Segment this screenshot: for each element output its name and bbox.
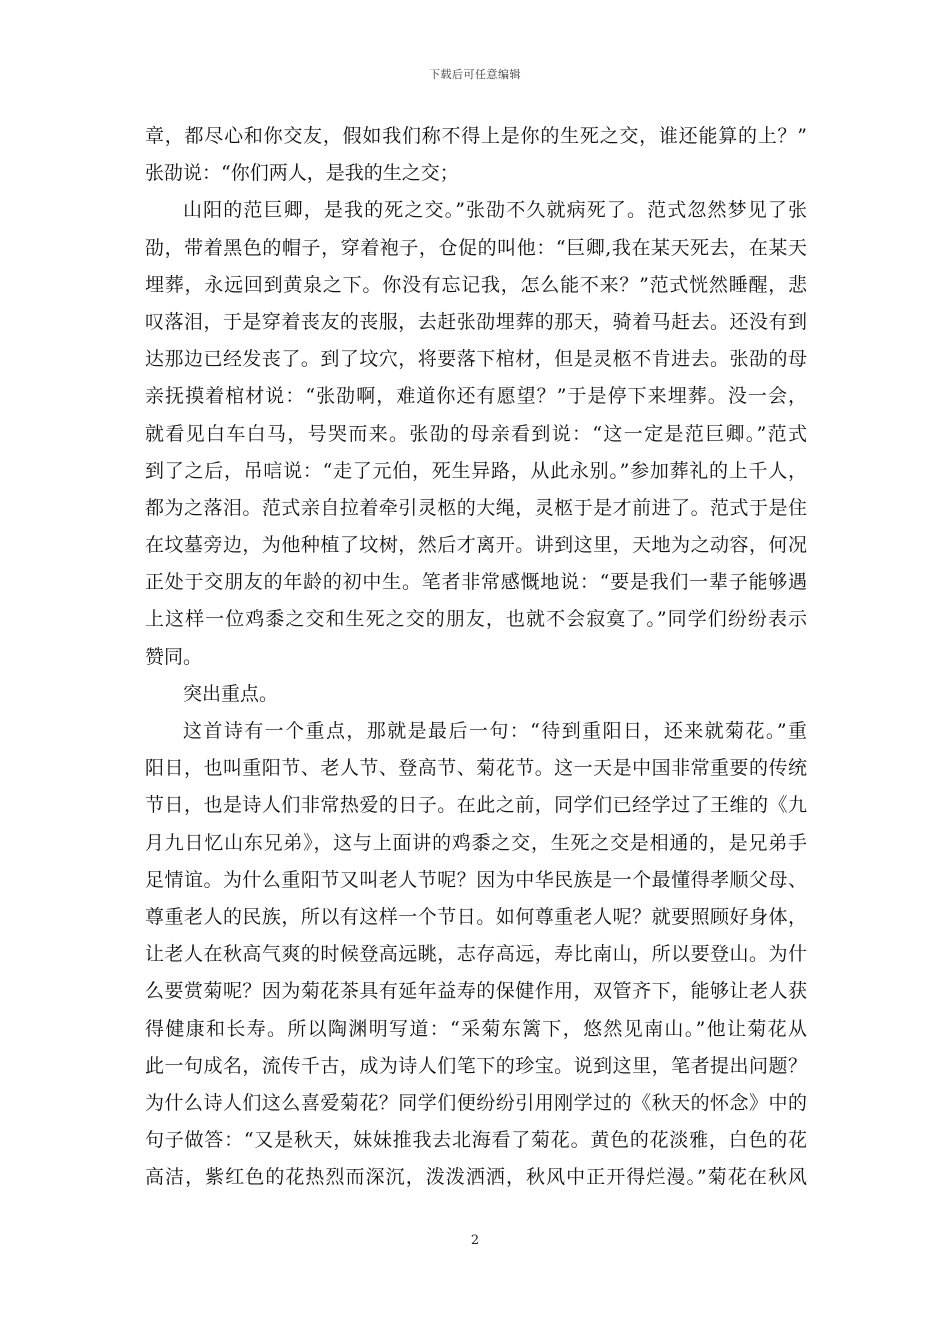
text-line: 为什么诗人们这么喜爱菊花？同学们便纷纷引用刚学过的《秋天的怀念》中的 <box>145 1091 807 1114</box>
text-line: 这首诗有一个重点，那就是最后一句：“待到重阳日，还来就菊花。”重 <box>183 720 807 742</box>
page-header: 下载后可任意编辑 <box>429 68 521 81</box>
text-line: 突出重点。 <box>183 682 279 705</box>
text-line: 让老人在秋高气爽的时候登高远眺，志存高远，寿比南山，所以要登山。为什 <box>145 943 807 966</box>
page-number: 2 <box>470 1233 480 1248</box>
text-line: 足情谊。为什么重阳节又叫老人节呢？因为中华民族是一个最懂得孝顺父母、 <box>145 868 807 891</box>
text-line: 高洁，紫红色的花热烈而深沉，泼泼洒洒，秋风中正开得烂漫。”菊花在秋风 <box>145 1166 807 1189</box>
text-line: 阳日，也叫重阳节、老人节、登高节、菊花节。这一天是中国非常重要的传统 <box>145 757 807 780</box>
text-line: 节日，也是诗人们非常热爱的日子。在此之前，同学们已经学过了王维的《九 <box>145 794 807 817</box>
text-line: 么要赏菊呢？因为菊花茶具有延年益寿的保健作用，双管齐下，能够让老人获 <box>145 980 807 1003</box>
text-line: 都为之落泪。范式亲自拉着牵引灵柩的大绳，灵柩于是才前进了。范式于是住 <box>145 496 807 519</box>
text-line: 埋葬，永远回到黄泉之下。你没有忘记我，怎么能不来？”范式恍然睡醒，悲 <box>145 273 807 296</box>
text-line: 章，都尽心和你交友，假如我们称不得上是你的生死之交，谁还能算的上？” <box>145 125 807 147</box>
text-line: 在坟墓旁边，为他种植了坟树，然后才离开。讲到这里，天地为之动容，何况 <box>145 534 807 557</box>
text-line: 亲抚摸着棺材说：“张劭啊，难道你还有愿望？”于是停下来埋葬。没一会， <box>145 385 807 408</box>
text-line: 此一句成名，流传千古，成为诗人们笔下的珍宝。说到这里，笔者提出问题？ <box>145 1054 807 1077</box>
text-line: 山阳的范巨卿，是我的死之交。”张劭不久就病死了。范式忽然梦见了张 <box>183 199 807 222</box>
text-line: 就看见白车白马，号哭而来。张劭的母亲看到说：“这一定是范巨卿。”范式 <box>145 422 807 445</box>
text-line: 上这样一位鸡黍之交和生死之交的朋友，也就不会寂寞了。”同学们纷纷表示 <box>145 608 807 631</box>
text-line: 月九日忆山东兄弟》，这与上面讲的鸡黍之交，生死之交是相通的，是兄弟手 <box>145 831 807 854</box>
text-line: 达那边已经发丧了。到了坟穴，将要落下棺材，但是灵柩不肯进去。张劭的母 <box>145 348 807 371</box>
text-line: 到了之后，吊唁说：“走了元伯，死生异路，从此永别。”参加葬礼的上千人， <box>145 459 807 482</box>
text-line: 张劭说：“你们两人，是我的生之交； <box>145 162 459 185</box>
text-line: 正处于交朋友的年龄的初中生。笔者非常感慨地说：“要是我们一辈子能够遇 <box>145 571 807 594</box>
text-line: 赞同。 <box>145 645 203 668</box>
text-line: 叹落泪，于是穿着丧友的丧服，去赶张劭埋葬的那天，骑着马赶去。还没有到 <box>145 310 807 333</box>
text-line: 劭，带着黑色的帽子，穿着袍子，仓促的叫他：“巨卿,我在某天死去，在某天 <box>145 236 807 259</box>
text-line: 句子做答：“又是秋天，妹妹推我去北海看了菊花。黄色的花淡雅，白色的花 <box>145 1129 807 1152</box>
text-line: 得健康和长寿。所以陶渊明写道：“采菊东篱下，悠然见南山。”他让菊花从 <box>145 1017 807 1040</box>
body-text <box>145 118 807 1196</box>
text-line: 尊重老人的民族，所以有这样一个节日。如何尊重老人呢？就要照顾好身体， <box>145 905 807 928</box>
